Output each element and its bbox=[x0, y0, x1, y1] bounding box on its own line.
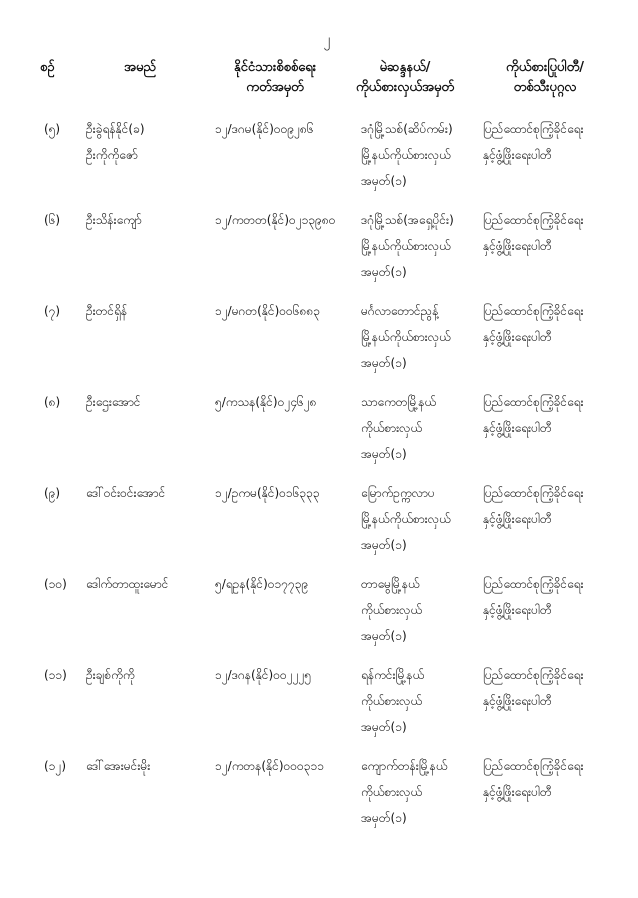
constituency-line: ဒဂုံမြို့သစ်(အရှေ့ပိုင်း) bbox=[361, 213, 454, 227]
representative-party-line: နှင့်ဖွံ့ဖြိုးရေးပါတီ bbox=[483, 421, 552, 435]
representative-party-line: ပြည်ထောင်စုကြံ့ခိုင်ရေး bbox=[483, 304, 584, 318]
nrc-number-line: ၁၂/ဒဂန(နိုင်)၀၀၂၂၂၅ bbox=[215, 668, 312, 682]
candidate-name-line: ဒေါ်ဝင်းဝင်းအောင် bbox=[86, 486, 166, 500]
constituency-line: သာကေတမြို့နယ် bbox=[361, 395, 437, 409]
constituency-line: အမှတ်(၁) bbox=[361, 629, 407, 643]
constituency-line: ဒဂုံမြို့သစ်(ဆိပ်ကမ်း) bbox=[361, 122, 453, 136]
candidate-name-line: ဦးသိန်းကျော် bbox=[86, 213, 142, 227]
constituency-line: ကိုယ်စားလှယ် bbox=[361, 694, 423, 708]
header-nrc: နိုင်ငံသားစိစစ်ရေး ကတ်အမှတ် bbox=[233, 60, 317, 95]
constituency-line: အမှတ်(၁) bbox=[361, 538, 407, 552]
constituency-line: ကိုယ်စားလှယ် bbox=[361, 785, 423, 799]
row-number-line: (၁၀) bbox=[44, 577, 67, 591]
representative-party-line: ပြည်ထောင်စုကြံ့ခိုင်ရေး bbox=[483, 577, 584, 591]
constituency-line: အမှတ်(၁) bbox=[361, 720, 407, 734]
row-number-line: (၈) bbox=[44, 395, 61, 409]
representative-party-line: နှင့်ဖွံ့ဖြိုးရေးပါတီ bbox=[483, 512, 552, 526]
representative-party-line: ပြည်ထောင်စုကြံ့ခိုင်ရေး bbox=[483, 668, 584, 682]
page-number: ၂ bbox=[323, 32, 331, 48]
candidate-name-line: ဦးချစ်ကိုကို bbox=[86, 668, 135, 682]
header-representative: ကိုယ်စားပြုပါတီ/ တစ်သီးပုဂ္ဂလ bbox=[506, 60, 584, 95]
nrc-number-line: ၅/ရဥန(နိုင်)၀၁၇၇၃၉ bbox=[215, 577, 309, 591]
header-name: အမည် bbox=[124, 60, 156, 75]
constituency-line: တာမွေမြို့နယ် bbox=[361, 577, 420, 591]
representative-party-line: နှင့်ဖွံ့ဖြိုးရေးပါတီ bbox=[483, 603, 552, 617]
constituency-line: မြို့နယ်ကိုယ်စားလှယ် bbox=[361, 148, 451, 162]
constituency-line: အမှတ်(၁) bbox=[361, 447, 407, 461]
representative-party-line: နှင့်ဖွံ့ဖြိုးရေးပါတီ bbox=[483, 148, 552, 162]
constituency-line: အမှတ်(၁) bbox=[361, 811, 407, 825]
constituency-line: ကိုယ်စားလှယ် bbox=[361, 603, 423, 617]
representative-party-line: နှင့်ဖွံ့ဖြိုးရေးပါတီ bbox=[483, 785, 552, 799]
constituency-line: အမှတ်(၁) bbox=[361, 356, 407, 370]
constituency-line: မြို့နယ်ကိုယ်စားလှယ် bbox=[361, 239, 451, 253]
candidate-name-line: ဦးကိုကိုဇော် bbox=[86, 148, 138, 162]
nrc-number-line: ၅/ကသန(နိုင်)၀၂၄၆၂၈ bbox=[215, 395, 317, 409]
constituency-line: ကျောက်တန်းမြို့နယ် bbox=[361, 759, 448, 773]
representative-party-line: ပြည်ထောင်စုကြံ့ခိုင်ရေး bbox=[483, 122, 584, 136]
constituency-line: ရန်ကင်းမြို့နယ် bbox=[361, 668, 425, 682]
header-constituency: မဲဆန္ဒနယ်/ ကိုယ်စားလှယ်အမှတ် bbox=[355, 60, 455, 95]
representative-party-line: နှင့်ဖွံ့ဖြိုးရေးပါတီ bbox=[483, 694, 552, 708]
candidate-name-line: ဒေါ်အေးမင်းမိုး bbox=[86, 759, 151, 773]
constituency-line: အမှတ်(၁) bbox=[361, 174, 407, 188]
representative-party-line: ပြည်ထောင်စုကြံ့ခိုင်ရေး bbox=[483, 486, 584, 500]
constituency-line: ကိုယ်စားလှယ် bbox=[361, 421, 423, 435]
header-no: စဉ် bbox=[40, 60, 55, 75]
nrc-number-line: ၁၂/မဂတ(နိုင်)၀၀၆၈၈၃ bbox=[215, 304, 321, 318]
row-number-line: (၁၁) bbox=[44, 668, 67, 682]
nrc-number-line: ၁၂/ဒဂမ(နိုင်)၀၀၉၂၈၆ bbox=[215, 122, 314, 136]
candidate-name-line: ဦးတင်ရှိန် bbox=[86, 304, 128, 318]
candidate-name-line: ဒေါက်တာထူးမောင် bbox=[86, 577, 169, 591]
constituency-line: မြို့နယ်ကိုယ်စားလှယ် bbox=[361, 330, 451, 344]
row-number-line: (၉) bbox=[44, 486, 61, 500]
nrc-number-line: ၁၂/ဥကမ(နိုင်)၀၁၆၃၃၃ bbox=[215, 486, 320, 500]
representative-party-line: ပြည်ထောင်စုကြံ့ခိုင်ရေး bbox=[483, 395, 584, 409]
constituency-line: မြောက်ဥက္ကလာပ bbox=[361, 486, 435, 500]
row-number-line: (၇) bbox=[44, 304, 61, 318]
constituency-line: မြို့နယ်ကိုယ်စားလှယ် bbox=[361, 512, 451, 526]
representative-party-line: နှင့်ဖွံ့ဖြိုးရေးပါတီ bbox=[483, 330, 552, 344]
row-number-line: (၆) bbox=[44, 213, 61, 227]
nrc-number-line: ၁၂/ကတတ(နိုင်)၀၂၁၃၉၈၀ bbox=[215, 213, 336, 227]
representative-party-line: နှင့်ဖွံ့ဖြိုးရေးပါတီ bbox=[483, 239, 552, 253]
row-number-line: (၅) bbox=[44, 122, 61, 136]
candidate-name-line: ဦးခွဲရန်နိုင်(ခ) bbox=[86, 122, 145, 136]
row-number-line: (၁၂) bbox=[44, 759, 67, 773]
representative-party-line: ပြည်ထောင်စုကြံ့ခိုင်ရေး bbox=[483, 759, 584, 773]
constituency-line: မင်္ဂလာတောင်ညွန့် bbox=[361, 304, 439, 318]
constituency-line: အမှတ်(၁) bbox=[361, 265, 407, 279]
nrc-number-line: ၁၂/ကတန(နိုင်)၀၀၀၃၁၁ bbox=[215, 759, 325, 773]
candidate-name-line: ဦးဌေးအောင် bbox=[86, 395, 141, 409]
representative-party-line: ပြည်ထောင်စုကြံ့ခိုင်ရေး bbox=[483, 213, 584, 227]
